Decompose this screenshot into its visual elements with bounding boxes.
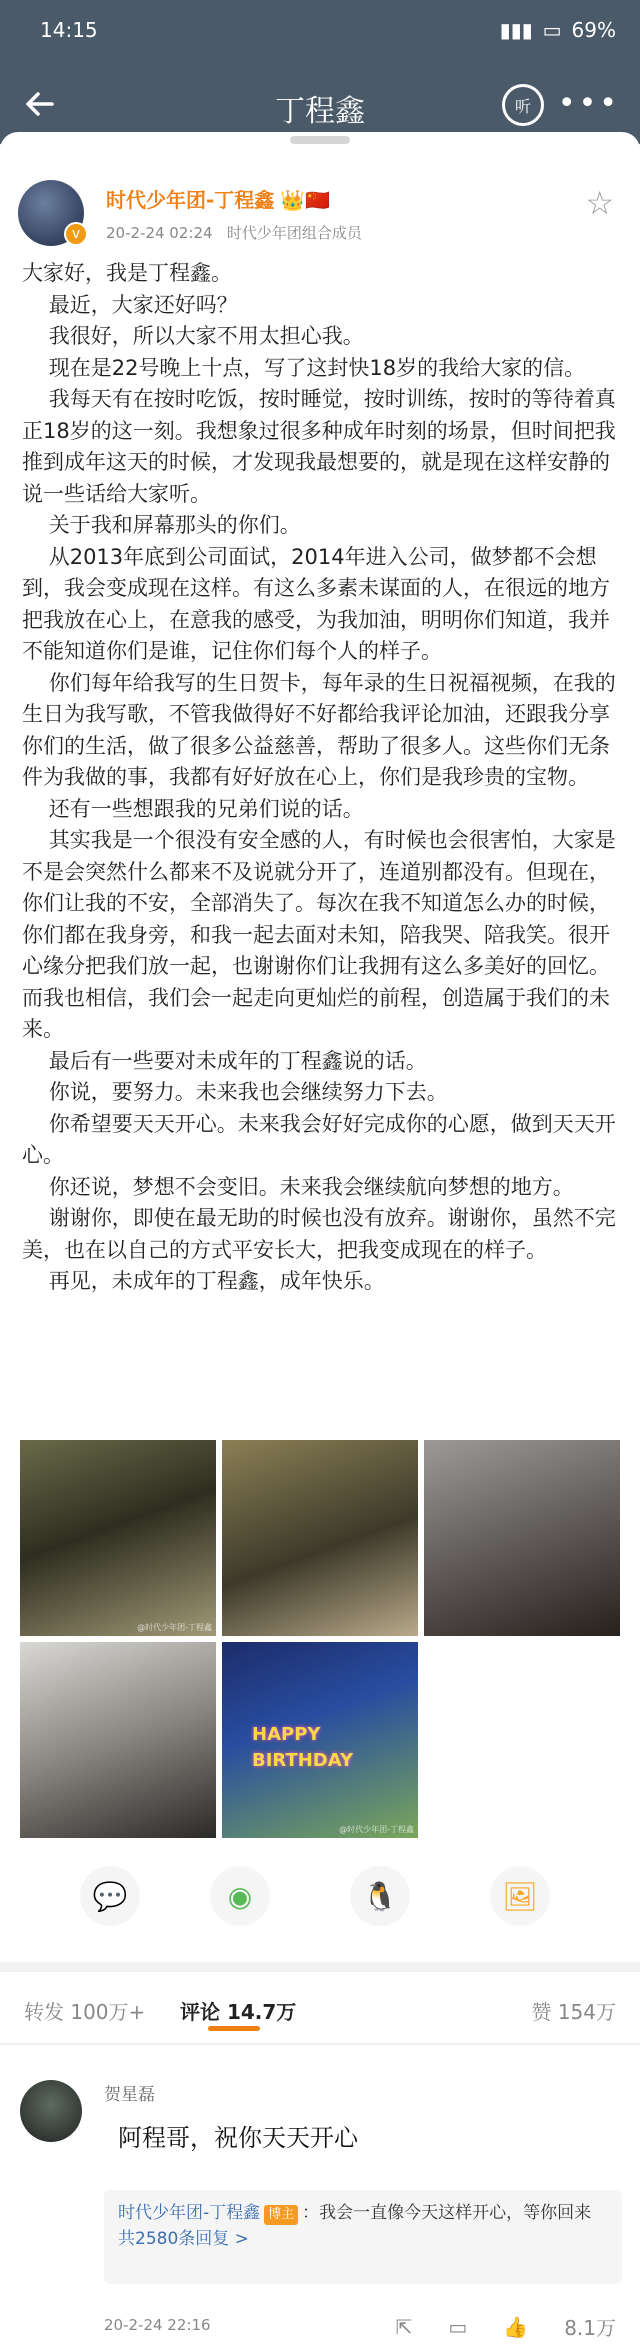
share-icon[interactable]: ⇱	[395, 2314, 413, 2339]
author-name[interactable]	[106, 184, 330, 213]
reply-preview[interactable]	[104, 2190, 622, 2284]
paragraph: 再见，未成年的丁程鑫，成年快乐。	[22, 1269, 385, 1293]
paragraph: 从2013年底到公司面试，2014年进入公司，做梦都不会想到，我会变成现在这样。有这么多素未谋面的人，在很远的地方把我放在心上，在意我的感受，为我加油，明明你们知道，我并不能知道你们是谁，记住你们每个人的样子。	[22, 544, 610, 663]
photo-2[interactable]	[222, 1440, 418, 1636]
author-badges: 👑🇨🇳	[280, 188, 331, 212]
comment-text: 阿程哥，祝你天天开心	[118, 2124, 358, 2152]
photo-watermark: @时代少年团-丁程鑫	[339, 1825, 414, 1834]
post-source: 时代少年团组合成员	[226, 224, 362, 242]
like-count: 8.1万	[564, 2316, 616, 2340]
more-dots-icon[interactable]: •••	[557, 86, 620, 121]
paragraph: 谢谢你，即使在最无助的时候也没有放弃。谢谢你，虽然不完美，也在以自己的方式平安长大，把我变成现在的样子。	[22, 1206, 616, 1262]
paragraph: 你说，要努力。未来我也会继续努力下去。	[22, 1080, 448, 1104]
post-meta	[106, 222, 362, 243]
paragraph: 大家好，我是丁程鑫。	[22, 261, 232, 285]
photo-4[interactable]	[20, 1642, 216, 1838]
paragraph: 你希望要天天开心。未来我会好好完成你的心愿，做到天天开心。	[22, 1111, 616, 1167]
qq-icon[interactable]: 🐧	[350, 1866, 410, 1926]
photo-5[interactable]	[222, 1642, 418, 1838]
paragraph: 你还说，梦想不会变旧。未来我会继续航向梦想的地方。	[22, 1174, 574, 1199]
reply-text: ：我会一直像今天这样开心，等你回来	[302, 2203, 592, 2223]
birthday-sign-text: HAPPY BIRTHDAY	[252, 1724, 353, 1771]
paragraph: 最后有一些要对未成年的丁程鑫说的话。	[22, 1048, 427, 1073]
photo-1[interactable]	[20, 1440, 216, 1636]
blogger-badge: 博主	[264, 2205, 298, 2225]
paragraph: 最近，大家还好吗？	[22, 292, 238, 317]
author-name-text: 时代少年团-丁程鑫	[106, 188, 275, 212]
v-badge-icon: v	[64, 222, 88, 246]
tab-underline	[208, 2026, 260, 2031]
tab-comments[interactable]: 评论 14.7万	[180, 2000, 297, 2024]
paragraph: 你们每年给我写的生日贺卡，每年录的生日祝福视频，在我的生日为我写歌，不管我做得好不好都给我评论加油，还跟我分享你们的生活，做了很多公益慈善，帮助了很多人。这些你们无条件为我做的事，我都有好好放在心上，你们是我珍贵的宝物。	[22, 670, 616, 789]
moments-icon[interactable]: ◉	[210, 1866, 270, 1926]
page-title: 丁程鑫	[275, 94, 365, 129]
paragraph: 我每天有在按时吃饭，按时睡觉，按时训练，按时的等待着真正18岁的这一刻。我想象过很多种成年时刻的场景，但时间把我推到成年这天的时候，才发现我最想要的，就是现在这样安静的说一些话给大家听。	[22, 387, 616, 506]
photo-watermark: @时代少年团-丁程鑫	[137, 1623, 212, 1632]
save-image-icon[interactable]: 🖼	[490, 1866, 550, 1926]
reply-icon[interactable]: ▭	[448, 2314, 468, 2339]
paragraph: 现在是22号晚上十点，写了这封快18岁的我给大家的信。	[22, 355, 586, 380]
reply-author[interactable]: 时代少年团-丁程鑫	[118, 2203, 261, 2223]
share-row	[0, 1866, 640, 1926]
battery-percent: 69%	[571, 18, 616, 42]
wechat-icon[interactable]: 💬	[80, 1866, 140, 1926]
commenter-avatar[interactable]	[20, 2080, 82, 2142]
like-icon[interactable]: 👍	[503, 2314, 529, 2339]
listen-label: 听	[514, 96, 531, 116]
comment-date: 20-2-24 22:16	[104, 2316, 211, 2334]
commenter-name[interactable]: 贺星磊	[104, 2085, 155, 2105]
divider	[0, 1962, 640, 1972]
post-date: 20-2-24 02:24	[106, 224, 213, 242]
status-icons	[500, 18, 616, 42]
status-bar	[0, 0, 640, 64]
paragraph: 还有一些想跟我的兄弟们说的话。	[22, 796, 364, 821]
paragraph: 我很好，所以大家不用太担心我。	[22, 324, 364, 348]
photo-3[interactable]	[424, 1440, 620, 1636]
post-body	[22, 258, 622, 1298]
status-time: 14:15	[40, 18, 98, 42]
tab-repost[interactable]: 转发 100万+	[24, 2000, 146, 2024]
comment-actions	[396, 2312, 616, 2341]
favorite-star-icon[interactable]: ☆	[585, 184, 614, 222]
more-replies-link[interactable]: 共2580条回复 >	[118, 2229, 249, 2249]
paragraph: 其实我是一个很没有安全感的人，有时候也会很害怕，大家是不是会突然什么都来不及说就分开了，连道别都没有。但现在，你们让我的不安，全部消失了。每次在我不知道怎么办的时候，你们都在我身旁，和我一起去面对未知，陪我哭、陪我笑。很开心缘分把我们放一起，也谢谢你们让我拥有这么多美好的回忆。而我也相信，我们会一起走向更灿烂的前程，创造属于我们的未来。	[22, 828, 616, 1041]
interaction-tabs	[0, 1972, 640, 2044]
battery-icon: ▭	[542, 18, 562, 42]
paragraph: 关于我和屏幕那头的你们。	[22, 513, 301, 537]
drag-handle[interactable]	[290, 136, 350, 144]
listen-button[interactable]	[502, 84, 544, 126]
tab-likes[interactable]: 赞 154万	[531, 2000, 616, 2024]
signal-icon: ▮▮▮	[499, 18, 533, 42]
